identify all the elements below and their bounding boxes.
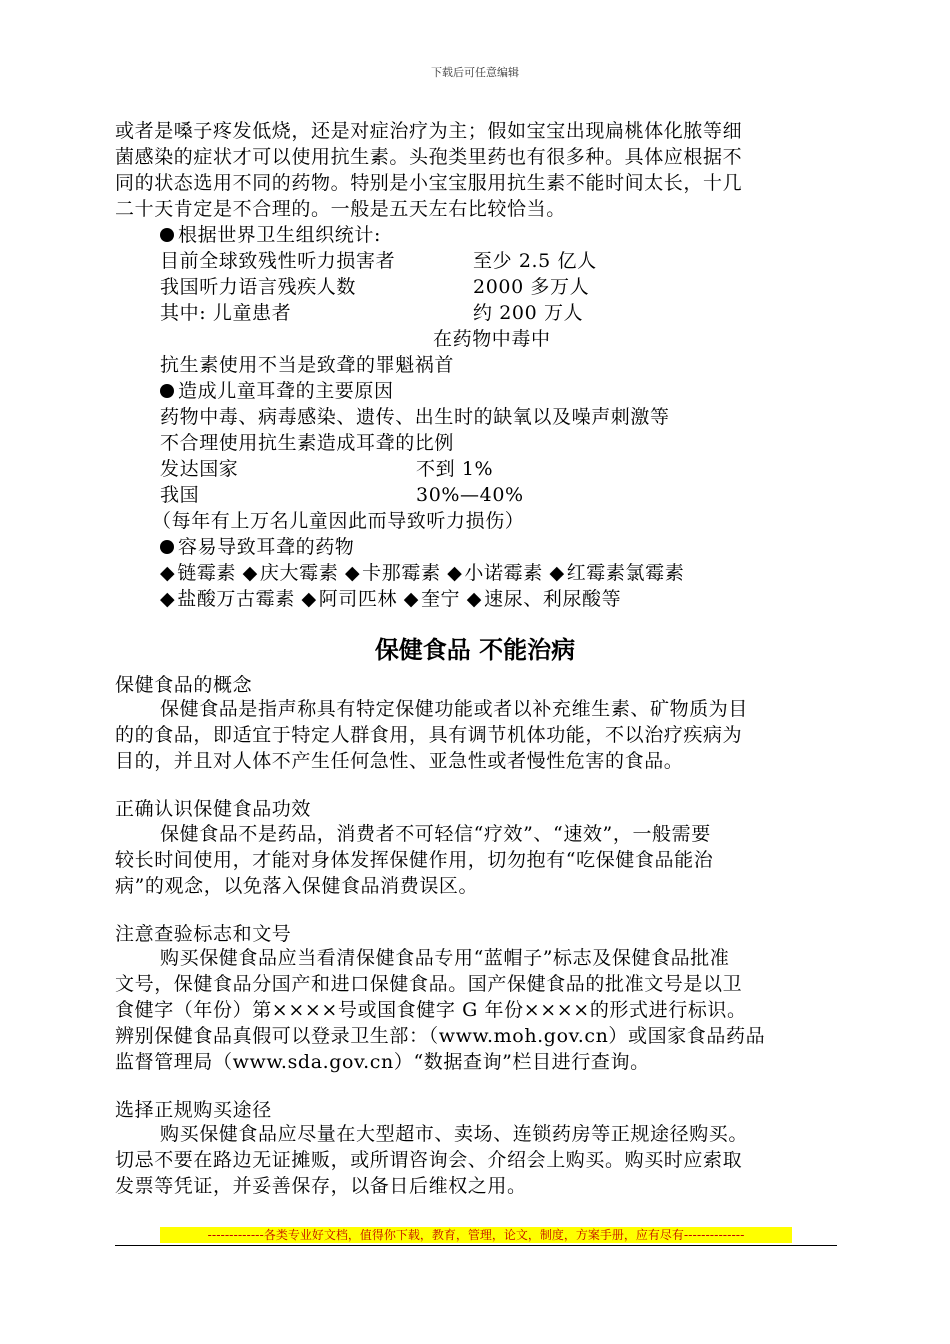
section-line: 目的，并且对人体不产生任何急性、亚急性或者慢性危害的食品。: [115, 750, 684, 772]
stat-label: 我国听力语言残疾人数: [160, 276, 357, 298]
section-line: 的的食品，即适宜于特定人群食用，具有调节机体功能，不以治疗疾病为: [115, 724, 743, 746]
stat-row: [160, 274, 590, 300]
section-line: 病”的观念，以免落入保健食品消费误区。: [115, 875, 479, 897]
page-header: 下载后可任意编辑: [431, 66, 519, 79]
drug-item: 卡那霉素: [362, 562, 441, 584]
ratio-label: 发达国家: [160, 458, 239, 480]
drug-item: 奎宁: [420, 588, 461, 610]
who-heading: [160, 222, 381, 248]
stats-note: 在药物中毒中: [433, 328, 551, 350]
diamond-icon: ◆: [160, 588, 176, 610]
intro-line: 二十天肯定是不合理的。一般是五天左右比较恰当。: [115, 198, 566, 220]
diamond-icon: ◆: [160, 562, 176, 584]
section-heading: 注意查验标志和文号: [115, 923, 292, 945]
diamond-icon: ◆: [242, 562, 258, 584]
stat-label: 目前全球致残性听力损害者: [160, 250, 396, 272]
diamond-icon: ◆: [447, 562, 463, 584]
ratio-value: 30%—40%: [416, 484, 524, 506]
ratio-row: [160, 482, 524, 508]
footer-rule: [115, 1245, 837, 1246]
drug-item: 庆大霉素: [259, 562, 339, 584]
footer-banner: -------------各类专业好文档，值得你下载，教育，管理，论文，制度，方案手册，应有尽有--------------: [160, 1227, 792, 1243]
drug-item: 速尿、利尿酸等: [484, 588, 622, 610]
stat-value: 2000 多万人: [473, 276, 590, 298]
bullet-icon: [160, 228, 174, 242]
section-line: 监督管理局（www.sda.gov.cn）“数据查询”栏目进行查询。: [115, 1051, 650, 1073]
causes-heading-text: 造成儿童耳聋的主要原因: [178, 380, 394, 402]
section-line: 文号，保健食品分国产和进口保健食品。国产保健食品的批准文号是以卫: [115, 973, 743, 995]
drugs-row-1: [160, 560, 684, 586]
section-line: 较长时间使用，才能对身体发挥保健作用，切勿抱有“吃保健食品能治: [115, 849, 714, 871]
diamond-icon: ◆: [403, 588, 419, 610]
ratio-heading: 不合理使用抗生素造成耳聋的比例: [160, 432, 455, 454]
section-line: 保健食品是指声称具有特定保健功能或者以补充维生素、矿物质为目: [160, 698, 749, 720]
drug-item: 盐酸万古霉素: [177, 588, 295, 610]
bullet-icon: [160, 384, 174, 398]
drug-item: 阿司匹林: [318, 588, 398, 610]
section-heading: 保健食品的概念: [115, 674, 253, 696]
section-heading: 正确认识保健食品功效: [115, 798, 312, 820]
ratio-row: [160, 456, 494, 482]
section-heading: 选择正规购买途径: [115, 1099, 272, 1121]
diamond-icon: ◆: [549, 562, 565, 584]
section-line: 食健字（年份）第××××号或国食健字 G 年份××××的形式进行标识。: [115, 999, 747, 1021]
stat-value: 约 200 万人: [473, 302, 584, 324]
intro-line: 或者是嗓子疼发低烧，还是对症治疗为主；假如宝宝出现扁桃体化脓等细: [115, 120, 743, 142]
section-line: 购买保健食品应当看清保健食品专用“蓝帽子”标志及保健食品批准: [160, 947, 730, 969]
culprit-line: 抗生素使用不当是致聋的罪魁祸首: [160, 354, 455, 376]
who-heading-text: 根据世界卫生组织统计:: [178, 224, 382, 246]
bullet-icon: [160, 540, 174, 554]
stat-row: [160, 248, 597, 274]
section-line: 切忌不要在路边无证摊贩，或所谓咨询会、介绍会上购买。购买时应索取: [115, 1149, 743, 1171]
diamond-icon: ◆: [466, 588, 483, 610]
section-line: 辨别保健食品真假可以登录卫生部：（www.moh.gov.cn）或国家食品药品: [115, 1025, 766, 1047]
ratio-note: （每年有上万名儿童因此而导致听力损伤）: [152, 510, 525, 532]
stat-value: 至少 2.5 亿人: [473, 250, 597, 272]
drug-item: 红霉素氯霉素: [566, 562, 685, 584]
diamond-icon: ◆: [344, 562, 361, 584]
section-title: 保健食品 不能治病: [374, 636, 576, 664]
section-line: 购买保健食品应尽量在大型超市、卖场、连锁药房等正规途径购买。: [160, 1123, 749, 1145]
section-line: 保健食品不是药品，消费者不可轻信“疗效”、“速效”，一般需要: [160, 823, 711, 845]
stat-label: 其中: 儿童患者: [160, 302, 292, 324]
drug-item: 小诺霉素: [464, 562, 543, 584]
stat-row: [160, 300, 584, 326]
section-line: 发票等凭证，并妥善保存，以备日后维权之用。: [115, 1175, 527, 1197]
intro-line: 同的状态选用不同的药物。特别是小宝宝服用抗生素不能时间太长，十几: [115, 172, 743, 194]
ratio-label: 我国: [160, 484, 200, 506]
diamond-icon: ◆: [301, 588, 317, 610]
causes-heading: [160, 378, 394, 404]
drugs-row-2: [160, 586, 621, 612]
drugs-heading: [160, 534, 354, 560]
drug-item: 链霉素: [177, 562, 237, 584]
ratio-value: 不到 1%: [416, 458, 494, 480]
intro-line: 菌感染的症状才可以使用抗生素。头孢类里药也有很多种。具体应根据不: [115, 146, 743, 168]
drugs-heading-text: 容易导致耳聋的药物: [178, 536, 355, 558]
causes-text: 药物中毒、病毒感染、遗传、出生时的缺氧以及噪声刺激等: [160, 406, 670, 428]
